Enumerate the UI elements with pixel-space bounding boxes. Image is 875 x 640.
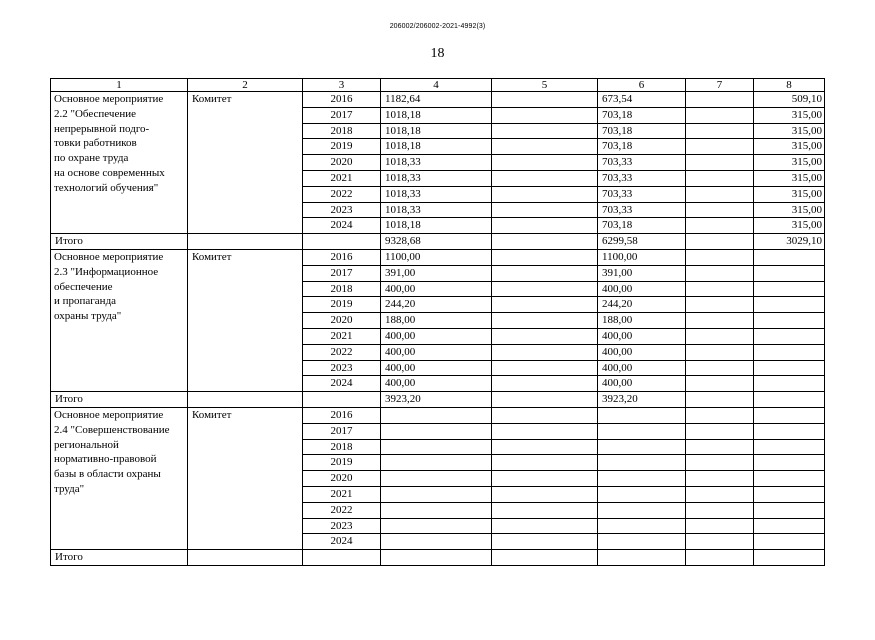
activity-name-line: Основное мероприятие xyxy=(54,250,164,263)
value-cell-7 xyxy=(686,107,754,123)
value-cell-5 xyxy=(492,439,598,455)
value-cell-5 xyxy=(492,376,598,392)
value-cell-7 xyxy=(686,471,754,487)
value-cell-5 xyxy=(492,139,598,155)
value-cell-6: 703,18 xyxy=(598,139,686,155)
value-cell-4: 391,00 xyxy=(381,265,492,281)
value-cell-7 xyxy=(686,265,754,281)
year-cell: 2018 xyxy=(303,439,381,455)
value-cell-5 xyxy=(492,123,598,139)
value-cell-5 xyxy=(492,502,598,518)
table-row xyxy=(51,92,825,108)
total-executor-cell xyxy=(188,550,303,566)
activity-name-line: базы в области охраны xyxy=(54,468,161,481)
value-cell-4 xyxy=(381,423,492,439)
value-cell-6: 400,00 xyxy=(598,344,686,360)
activity-name-line: товки работников xyxy=(54,137,137,150)
value-cell-4 xyxy=(381,455,492,471)
total-value-cell-8: 3029,10 xyxy=(754,234,825,250)
total-year-cell xyxy=(303,392,381,408)
executor-cell: Комитет xyxy=(188,249,303,391)
year-cell: 2024 xyxy=(303,534,381,550)
activity-name-cell xyxy=(51,92,188,234)
header-cell: 6 xyxy=(598,79,686,92)
total-value-cell-6: 3923,20 xyxy=(598,392,686,408)
value-cell-8 xyxy=(754,471,825,487)
value-cell-6: 188,00 xyxy=(598,313,686,329)
activity-name-cell xyxy=(51,249,188,391)
year-cell: 2019 xyxy=(303,297,381,313)
value-cell-7 xyxy=(686,376,754,392)
value-cell-8 xyxy=(754,439,825,455)
value-cell-6 xyxy=(598,407,686,423)
value-cell-7 xyxy=(686,360,754,376)
total-value-cell-6 xyxy=(598,550,686,566)
year-cell: 2023 xyxy=(303,202,381,218)
value-cell-7 xyxy=(686,407,754,423)
total-row xyxy=(51,550,825,566)
year-cell: 2019 xyxy=(303,139,381,155)
year-cell: 2017 xyxy=(303,265,381,281)
activity-name-line: 2.4 "Совершенствование xyxy=(54,423,170,436)
value-cell-8 xyxy=(754,534,825,550)
value-cell-4: 1018,18 xyxy=(381,218,492,234)
total-value-cell-7 xyxy=(686,234,754,250)
year-cell: 2021 xyxy=(303,328,381,344)
year-cell: 2017 xyxy=(303,423,381,439)
value-cell-5 xyxy=(492,170,598,186)
value-cell-6: 703,33 xyxy=(598,186,686,202)
value-cell-4 xyxy=(381,471,492,487)
total-value-cell-4: 3923,20 xyxy=(381,392,492,408)
year-cell: 2016 xyxy=(303,92,381,108)
activity-name-line: труда" xyxy=(54,482,85,495)
activity-name-line: Основное мероприятие xyxy=(54,408,164,421)
value-cell-4 xyxy=(381,502,492,518)
activity-name-line: по охране труда xyxy=(54,152,129,165)
value-cell-5 xyxy=(492,313,598,329)
year-cell: 2024 xyxy=(303,376,381,392)
activity-name-line: нормативно-правовой xyxy=(54,453,157,466)
header-cell: 3 xyxy=(303,79,381,92)
value-cell-6: 400,00 xyxy=(598,360,686,376)
year-cell: 2021 xyxy=(303,486,381,502)
value-cell-6: 391,00 xyxy=(598,265,686,281)
value-cell-7 xyxy=(686,534,754,550)
value-cell-5 xyxy=(492,534,598,550)
total-value-cell-6: 6299,58 xyxy=(598,234,686,250)
value-cell-4: 1018,18 xyxy=(381,139,492,155)
activity-name-line: 2.2 "Обеспечение xyxy=(54,107,136,120)
year-cell: 2021 xyxy=(303,170,381,186)
value-cell-7 xyxy=(686,486,754,502)
value-cell-6: 703,18 xyxy=(598,107,686,123)
value-cell-6 xyxy=(598,518,686,534)
activity-name-line: и пропаганда xyxy=(54,295,117,308)
value-cell-8: 315,00 xyxy=(754,123,825,139)
value-cell-6: 400,00 xyxy=(598,328,686,344)
value-cell-7 xyxy=(686,249,754,265)
value-cell-4: 400,00 xyxy=(381,376,492,392)
value-cell-6: 703,33 xyxy=(598,170,686,186)
value-cell-4 xyxy=(381,439,492,455)
header-cell: 8 xyxy=(754,79,825,92)
total-label-cell: Итого xyxy=(51,550,188,566)
activity-name-line: непрерывной подго- xyxy=(54,122,150,135)
document-number: 206002/206002-2021-4992(3) xyxy=(389,23,486,30)
value-cell-8 xyxy=(754,455,825,471)
value-cell-7 xyxy=(686,328,754,344)
value-cell-8: 509,10 xyxy=(754,92,825,108)
value-cell-6 xyxy=(598,534,686,550)
activity-name-line: 2.3 "Информационное xyxy=(54,265,159,278)
year-cell: 2022 xyxy=(303,502,381,518)
value-cell-5 xyxy=(492,297,598,313)
value-cell-8 xyxy=(754,407,825,423)
table-row xyxy=(51,249,825,265)
value-cell-8 xyxy=(754,344,825,360)
total-label-cell: Итого xyxy=(51,392,188,408)
value-cell-6 xyxy=(598,439,686,455)
value-cell-8 xyxy=(754,502,825,518)
value-cell-5 xyxy=(492,218,598,234)
value-cell-4: 400,00 xyxy=(381,344,492,360)
value-cell-7 xyxy=(686,439,754,455)
activity-name-line: технологий обучения" xyxy=(54,181,159,194)
value-cell-4: 400,00 xyxy=(381,360,492,376)
value-cell-7 xyxy=(686,139,754,155)
executor-cell: Комитет xyxy=(188,407,303,549)
total-row xyxy=(51,234,825,250)
activity-name-cell xyxy=(51,407,188,549)
total-value-cell-7 xyxy=(686,392,754,408)
value-cell-6: 703,18 xyxy=(598,218,686,234)
value-cell-4: 400,00 xyxy=(381,328,492,344)
value-cell-8 xyxy=(754,486,825,502)
year-cell: 2023 xyxy=(303,518,381,534)
value-cell-7 xyxy=(686,313,754,329)
year-cell: 2022 xyxy=(303,186,381,202)
value-cell-7 xyxy=(686,186,754,202)
value-cell-8 xyxy=(754,328,825,344)
value-cell-7 xyxy=(686,155,754,171)
year-cell: 2018 xyxy=(303,123,381,139)
value-cell-6: 400,00 xyxy=(598,376,686,392)
total-year-cell xyxy=(303,550,381,566)
value-cell-4: 1100,00 xyxy=(381,249,492,265)
value-cell-5 xyxy=(492,471,598,487)
header-row xyxy=(51,79,825,92)
header-cell: 2 xyxy=(188,79,303,92)
value-cell-7 xyxy=(686,518,754,534)
value-cell-8 xyxy=(754,313,825,329)
value-cell-8 xyxy=(754,518,825,534)
total-executor-cell xyxy=(188,234,303,250)
table-row xyxy=(51,407,825,423)
value-cell-5 xyxy=(492,92,598,108)
value-cell-8 xyxy=(754,281,825,297)
value-cell-5 xyxy=(492,423,598,439)
value-cell-7 xyxy=(686,202,754,218)
value-cell-4 xyxy=(381,534,492,550)
total-value-cell-4 xyxy=(381,550,492,566)
year-cell: 2022 xyxy=(303,344,381,360)
value-cell-4: 1018,18 xyxy=(381,123,492,139)
page-number: 18 xyxy=(430,46,445,61)
total-value-cell-5 xyxy=(492,234,598,250)
value-cell-4: 1018,33 xyxy=(381,186,492,202)
value-cell-7 xyxy=(686,502,754,518)
value-cell-4: 1182,64 xyxy=(381,92,492,108)
year-cell: 2019 xyxy=(303,455,381,471)
value-cell-6: 703,18 xyxy=(598,123,686,139)
total-value-cell-8 xyxy=(754,392,825,408)
total-label-cell: Итого xyxy=(51,234,188,250)
value-cell-4: 244,20 xyxy=(381,297,492,313)
value-cell-5 xyxy=(492,455,598,471)
value-cell-5 xyxy=(492,518,598,534)
value-cell-4: 1018,33 xyxy=(381,202,492,218)
value-cell-7 xyxy=(686,423,754,439)
activity-name-line: на основе современных xyxy=(54,166,165,179)
value-cell-6: 244,20 xyxy=(598,297,686,313)
activity-name-line: обеспечение xyxy=(54,280,113,293)
value-cell-5 xyxy=(492,265,598,281)
value-cell-5 xyxy=(492,107,598,123)
value-cell-6: 703,33 xyxy=(598,155,686,171)
value-cell-6: 703,33 xyxy=(598,202,686,218)
budget-table xyxy=(50,78,825,566)
activity-name-line: региональной xyxy=(54,438,119,451)
value-cell-5 xyxy=(492,249,598,265)
header-cell: 4 xyxy=(381,79,492,92)
total-value-cell-7 xyxy=(686,550,754,566)
value-cell-5 xyxy=(492,344,598,360)
value-cell-5 xyxy=(492,202,598,218)
value-cell-8: 315,00 xyxy=(754,139,825,155)
value-cell-5 xyxy=(492,486,598,502)
year-cell: 2018 xyxy=(303,281,381,297)
value-cell-8: 315,00 xyxy=(754,107,825,123)
value-cell-7 xyxy=(686,455,754,471)
value-cell-5 xyxy=(492,360,598,376)
value-cell-4 xyxy=(381,407,492,423)
value-cell-5 xyxy=(492,407,598,423)
year-cell: 2023 xyxy=(303,360,381,376)
value-cell-8: 315,00 xyxy=(754,186,825,202)
value-cell-7 xyxy=(686,218,754,234)
value-cell-4: 400,00 xyxy=(381,281,492,297)
value-cell-4: 1018,18 xyxy=(381,107,492,123)
value-cell-6 xyxy=(598,502,686,518)
value-cell-5 xyxy=(492,281,598,297)
value-cell-8 xyxy=(754,265,825,281)
value-cell-4: 1018,33 xyxy=(381,170,492,186)
total-value-cell-8 xyxy=(754,550,825,566)
value-cell-4: 188,00 xyxy=(381,313,492,329)
value-cell-4: 1018,33 xyxy=(381,155,492,171)
value-cell-8: 315,00 xyxy=(754,218,825,234)
header-cell: 5 xyxy=(492,79,598,92)
executor-cell: Комитет xyxy=(188,92,303,234)
total-value-cell-4: 9328,68 xyxy=(381,234,492,250)
value-cell-7 xyxy=(686,297,754,313)
value-cell-7 xyxy=(686,281,754,297)
year-cell: 2020 xyxy=(303,313,381,329)
year-cell: 2024 xyxy=(303,218,381,234)
value-cell-8: 315,00 xyxy=(754,155,825,171)
year-cell: 2016 xyxy=(303,249,381,265)
header-cell: 7 xyxy=(686,79,754,92)
value-cell-7 xyxy=(686,123,754,139)
value-cell-8 xyxy=(754,249,825,265)
activity-name-line: Основное мероприятие xyxy=(54,93,164,105)
year-cell: 2020 xyxy=(303,471,381,487)
value-cell-6 xyxy=(598,455,686,471)
year-cell: 2020 xyxy=(303,155,381,171)
activity-name-line: охраны труда" xyxy=(54,310,122,323)
value-cell-7 xyxy=(686,170,754,186)
total-value-cell-5 xyxy=(492,392,598,408)
value-cell-8 xyxy=(754,423,825,439)
value-cell-8 xyxy=(754,376,825,392)
year-cell: 2017 xyxy=(303,107,381,123)
value-cell-5 xyxy=(492,328,598,344)
total-executor-cell xyxy=(188,392,303,408)
value-cell-6 xyxy=(598,423,686,439)
value-cell-6 xyxy=(598,486,686,502)
value-cell-4 xyxy=(381,486,492,502)
value-cell-4 xyxy=(381,518,492,534)
value-cell-6: 1100,00 xyxy=(598,249,686,265)
value-cell-7 xyxy=(686,344,754,360)
value-cell-6 xyxy=(598,471,686,487)
year-cell: 2016 xyxy=(303,407,381,423)
value-cell-6: 673,54 xyxy=(598,92,686,108)
value-cell-7 xyxy=(686,92,754,108)
value-cell-5 xyxy=(492,186,598,202)
value-cell-5 xyxy=(492,155,598,171)
total-value-cell-5 xyxy=(492,550,598,566)
value-cell-8 xyxy=(754,360,825,376)
total-year-cell xyxy=(303,234,381,250)
value-cell-6: 400,00 xyxy=(598,281,686,297)
value-cell-8: 315,00 xyxy=(754,202,825,218)
total-row xyxy=(51,392,825,408)
value-cell-8 xyxy=(754,297,825,313)
header-cell: 1 xyxy=(51,79,188,92)
value-cell-8: 315,00 xyxy=(754,170,825,186)
